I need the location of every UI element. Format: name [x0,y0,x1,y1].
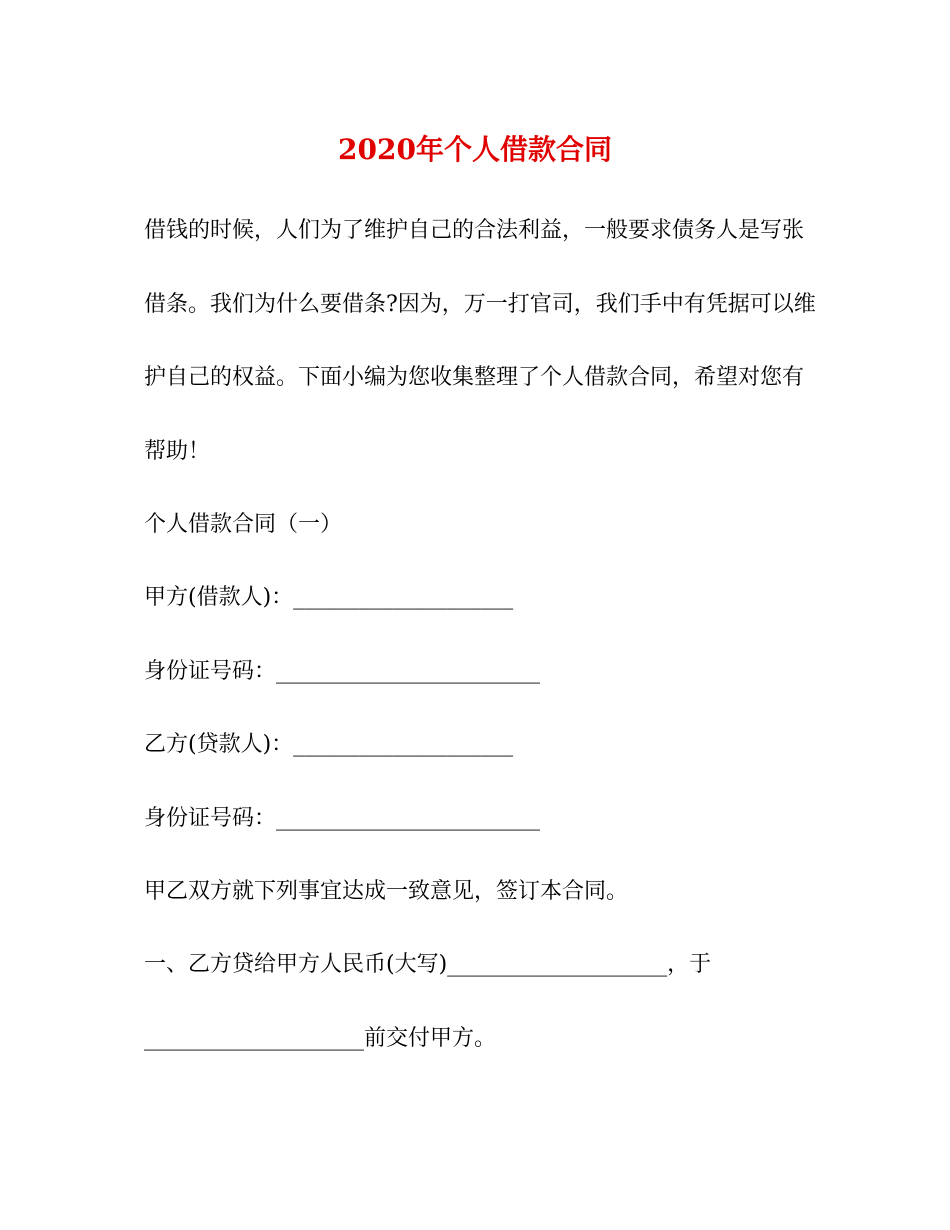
field-lender: 乙方(贷款人)：____________________ [144,732,514,757]
agreement-line: 甲乙双方就下列事宜达成一致意见，签订本合同。 [144,879,629,904]
field-borrower: 甲方(借款人)：____________________ [144,585,514,610]
field-lender-id: 身份证号码：________________________ [144,806,541,831]
intro-line-4: 帮助！ [144,439,211,464]
field-borrower-id: 身份证号码：________________________ [144,659,541,684]
document-title: 2020年个人借款合同 [338,133,612,166]
intro-line-3: 护自己的权益。下面小编为您收集整理了个人借款合同，希望对您有 [144,365,805,390]
section-heading: 个人借款合同（一） [144,512,343,537]
intro-line-1: 借钱的时候，人们为了维护自己的合法利益，一般要求债务人是写张 [144,218,805,243]
intro-line-2: 借条。我们为什么要借条?因为，万一打官司，我们手中有凭据可以维 [144,292,816,317]
clause-one-line-2: ____________________前交付甲方。 [144,1026,497,1051]
clause-one-line-1: 一、乙方贷给甲方人民币(大写)____________________，于 [144,952,712,977]
